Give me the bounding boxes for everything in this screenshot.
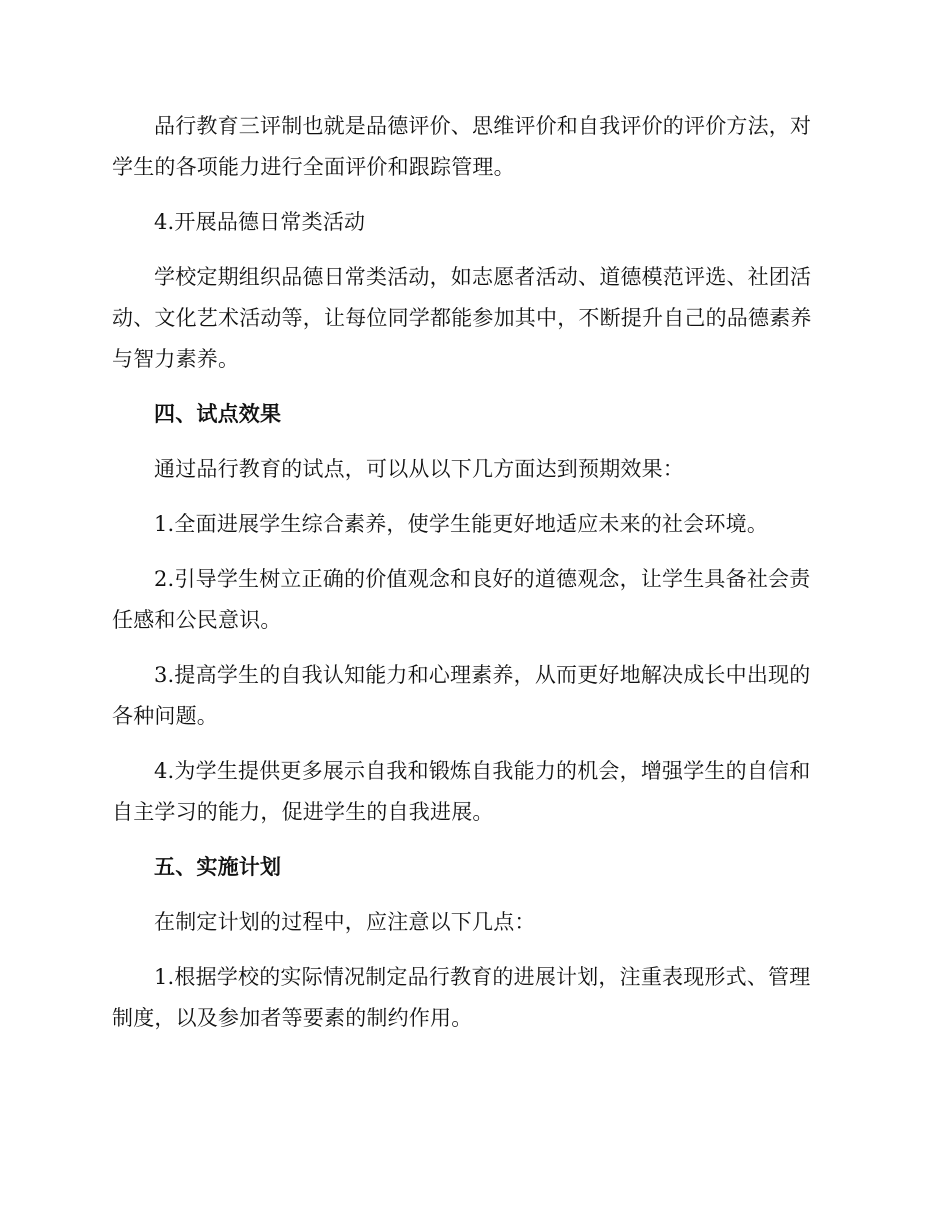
list-item-effect-2: 2.引导学生树立正确的价值观念和良好的道德观念，让学生具备社会责任感和公民意识。 xyxy=(112,567,811,632)
paragraph-daily-activities-item: 4.开展品德日常类活动 xyxy=(154,210,366,234)
paragraph-daily-activities-desc: 学校定期组织品德日常类活动，如志愿者活动、道德模范评选、社团活动、文化艺术活动等，让每位同学都能参加其中，不断提升自己的品德素养与智力素养。 xyxy=(112,265,812,371)
section-heading-implementation-plan: 五、实施计划 xyxy=(154,855,282,879)
paragraph-plan-intro: 在制定计划的过程中，应注意以下几点： xyxy=(154,910,536,934)
section-heading-pilot-effects: 四、试点效果 xyxy=(154,402,282,426)
paragraph-pilot-intro: 通过品行教育的试点，可以从以下几方面达到预期效果： xyxy=(154,457,684,481)
list-item-effect-4: 4.为学生提供更多展示自我和锻炼自我能力的机会，增强学生的自信和自主学习的能力，促进学生的自我进展。 xyxy=(112,759,811,824)
paragraph-evaluation-method: 品行教育三评制也就是品德评价、思维评价和自我评价的评价方法，对学生的各项能力进行全面评价和跟踪管理。 xyxy=(112,114,812,179)
document-body xyxy=(112,106,830,1053)
list-item-plan-1: 1.根据学校的实际情况制定品行教育的进展计划，注重表现形式、管理制度，以及参加者等要素的制约作用。 xyxy=(112,965,811,1030)
list-item-effect-3: 3.提高学生的自我认知能力和心理素养，从而更好地解决成长中出现的各种问题。 xyxy=(112,663,811,728)
list-item-effect-1: 1.全面进展学生综合素养，使学生能更好地适应未来的社会环境。 xyxy=(154,512,769,536)
